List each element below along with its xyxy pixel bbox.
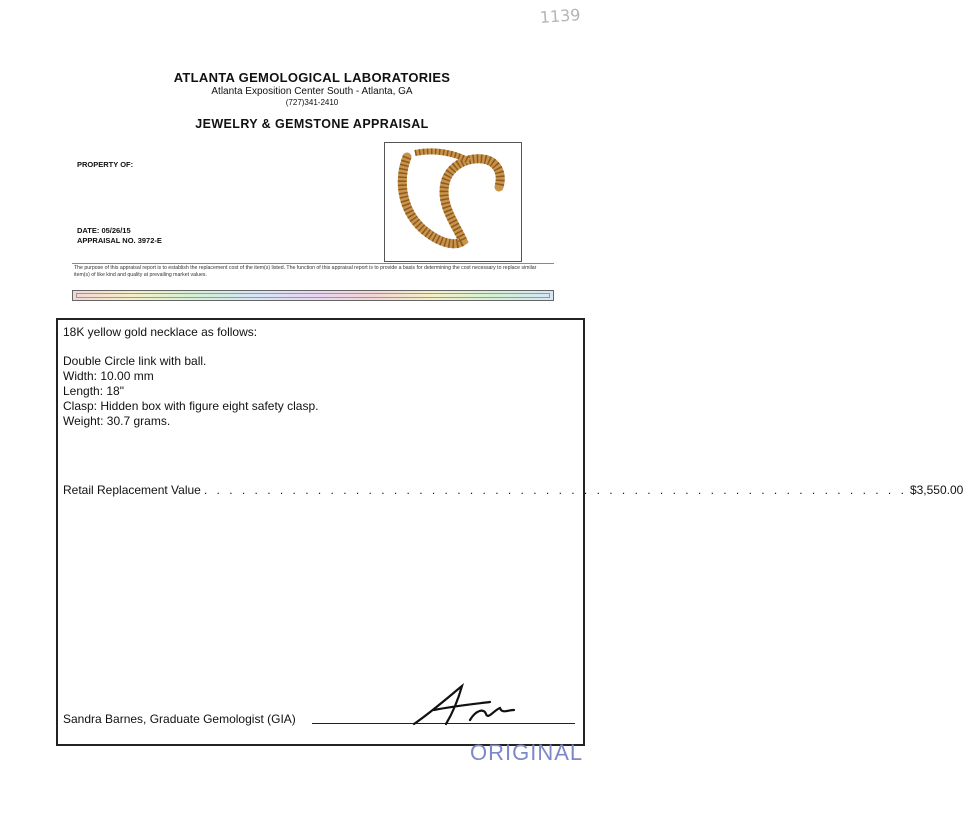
- lab-name: ATLANTA GEMOLOGICAL LABORATORIES: [173, 70, 451, 85]
- signer-name: Sandra Barnes, Graduate Gemologist (GIA): [63, 712, 296, 726]
- disclaimer-text: The purpose of this appraisal report is to establish the replacement cost of the item(s) listed. The function of this appraisal report is to provide a basis for determining the cost necessary to replace similar item(s) of like kind and quality at prevailing market values.: [74, 265, 537, 278]
- item-line: Width: 10.00 mm: [63, 369, 154, 383]
- replacement-value-label: Retail Replacement Value: [63, 483, 201, 497]
- lab-phone: (727)341-2410: [285, 98, 339, 107]
- necklace-photo: [384, 142, 522, 262]
- lab-address: Atlanta Exposition Center South - Atlanta, GA: [211, 86, 413, 97]
- replacement-value-row: [63, 483, 963, 497]
- item-details: [63, 354, 318, 429]
- date-label: DATE:: [77, 226, 100, 235]
- replacement-value-amount: $3,550.00: [909, 483, 963, 497]
- disclaimer-rule: [72, 263, 554, 264]
- original-stamp: ORIGINAL: [470, 740, 584, 765]
- item-line: Clasp: Hidden box with figure eight safety clasp.: [63, 399, 319, 413]
- lab-header: [0, 70, 624, 107]
- decorative-band-inner: [76, 293, 550, 298]
- decorative-band: [72, 290, 554, 301]
- dot-leader: . . . . . . . . . . . . . . . . . . . . . . . . . . . . . . . . . . . . . . . . . . . . . . . . . . . . . . . .: [203, 483, 907, 497]
- item-line: Weight: 30.7 grams.: [63, 414, 171, 428]
- corner-mark: 1139: [539, 5, 582, 27]
- date-line: [77, 226, 131, 235]
- necklace-icon: [385, 143, 521, 261]
- appraisal-number-line: [77, 236, 162, 245]
- item-line: Length: 18": [63, 384, 124, 398]
- item-line: Double Circle link with ball.: [63, 354, 207, 368]
- item-heading: 18K yellow gold necklace as follows:: [63, 325, 258, 339]
- date-value: 05/26/15: [101, 226, 131, 235]
- appraisal-number-label: APPRAISAL NO.: [77, 236, 136, 245]
- property-label: PROPERTY OF:: [77, 160, 134, 169]
- signature-icon: [404, 680, 544, 730]
- document-title: JEWELRY & GEMSTONE APPRAISAL: [195, 117, 429, 131]
- appraisal-number-value: 3972-E: [137, 236, 162, 245]
